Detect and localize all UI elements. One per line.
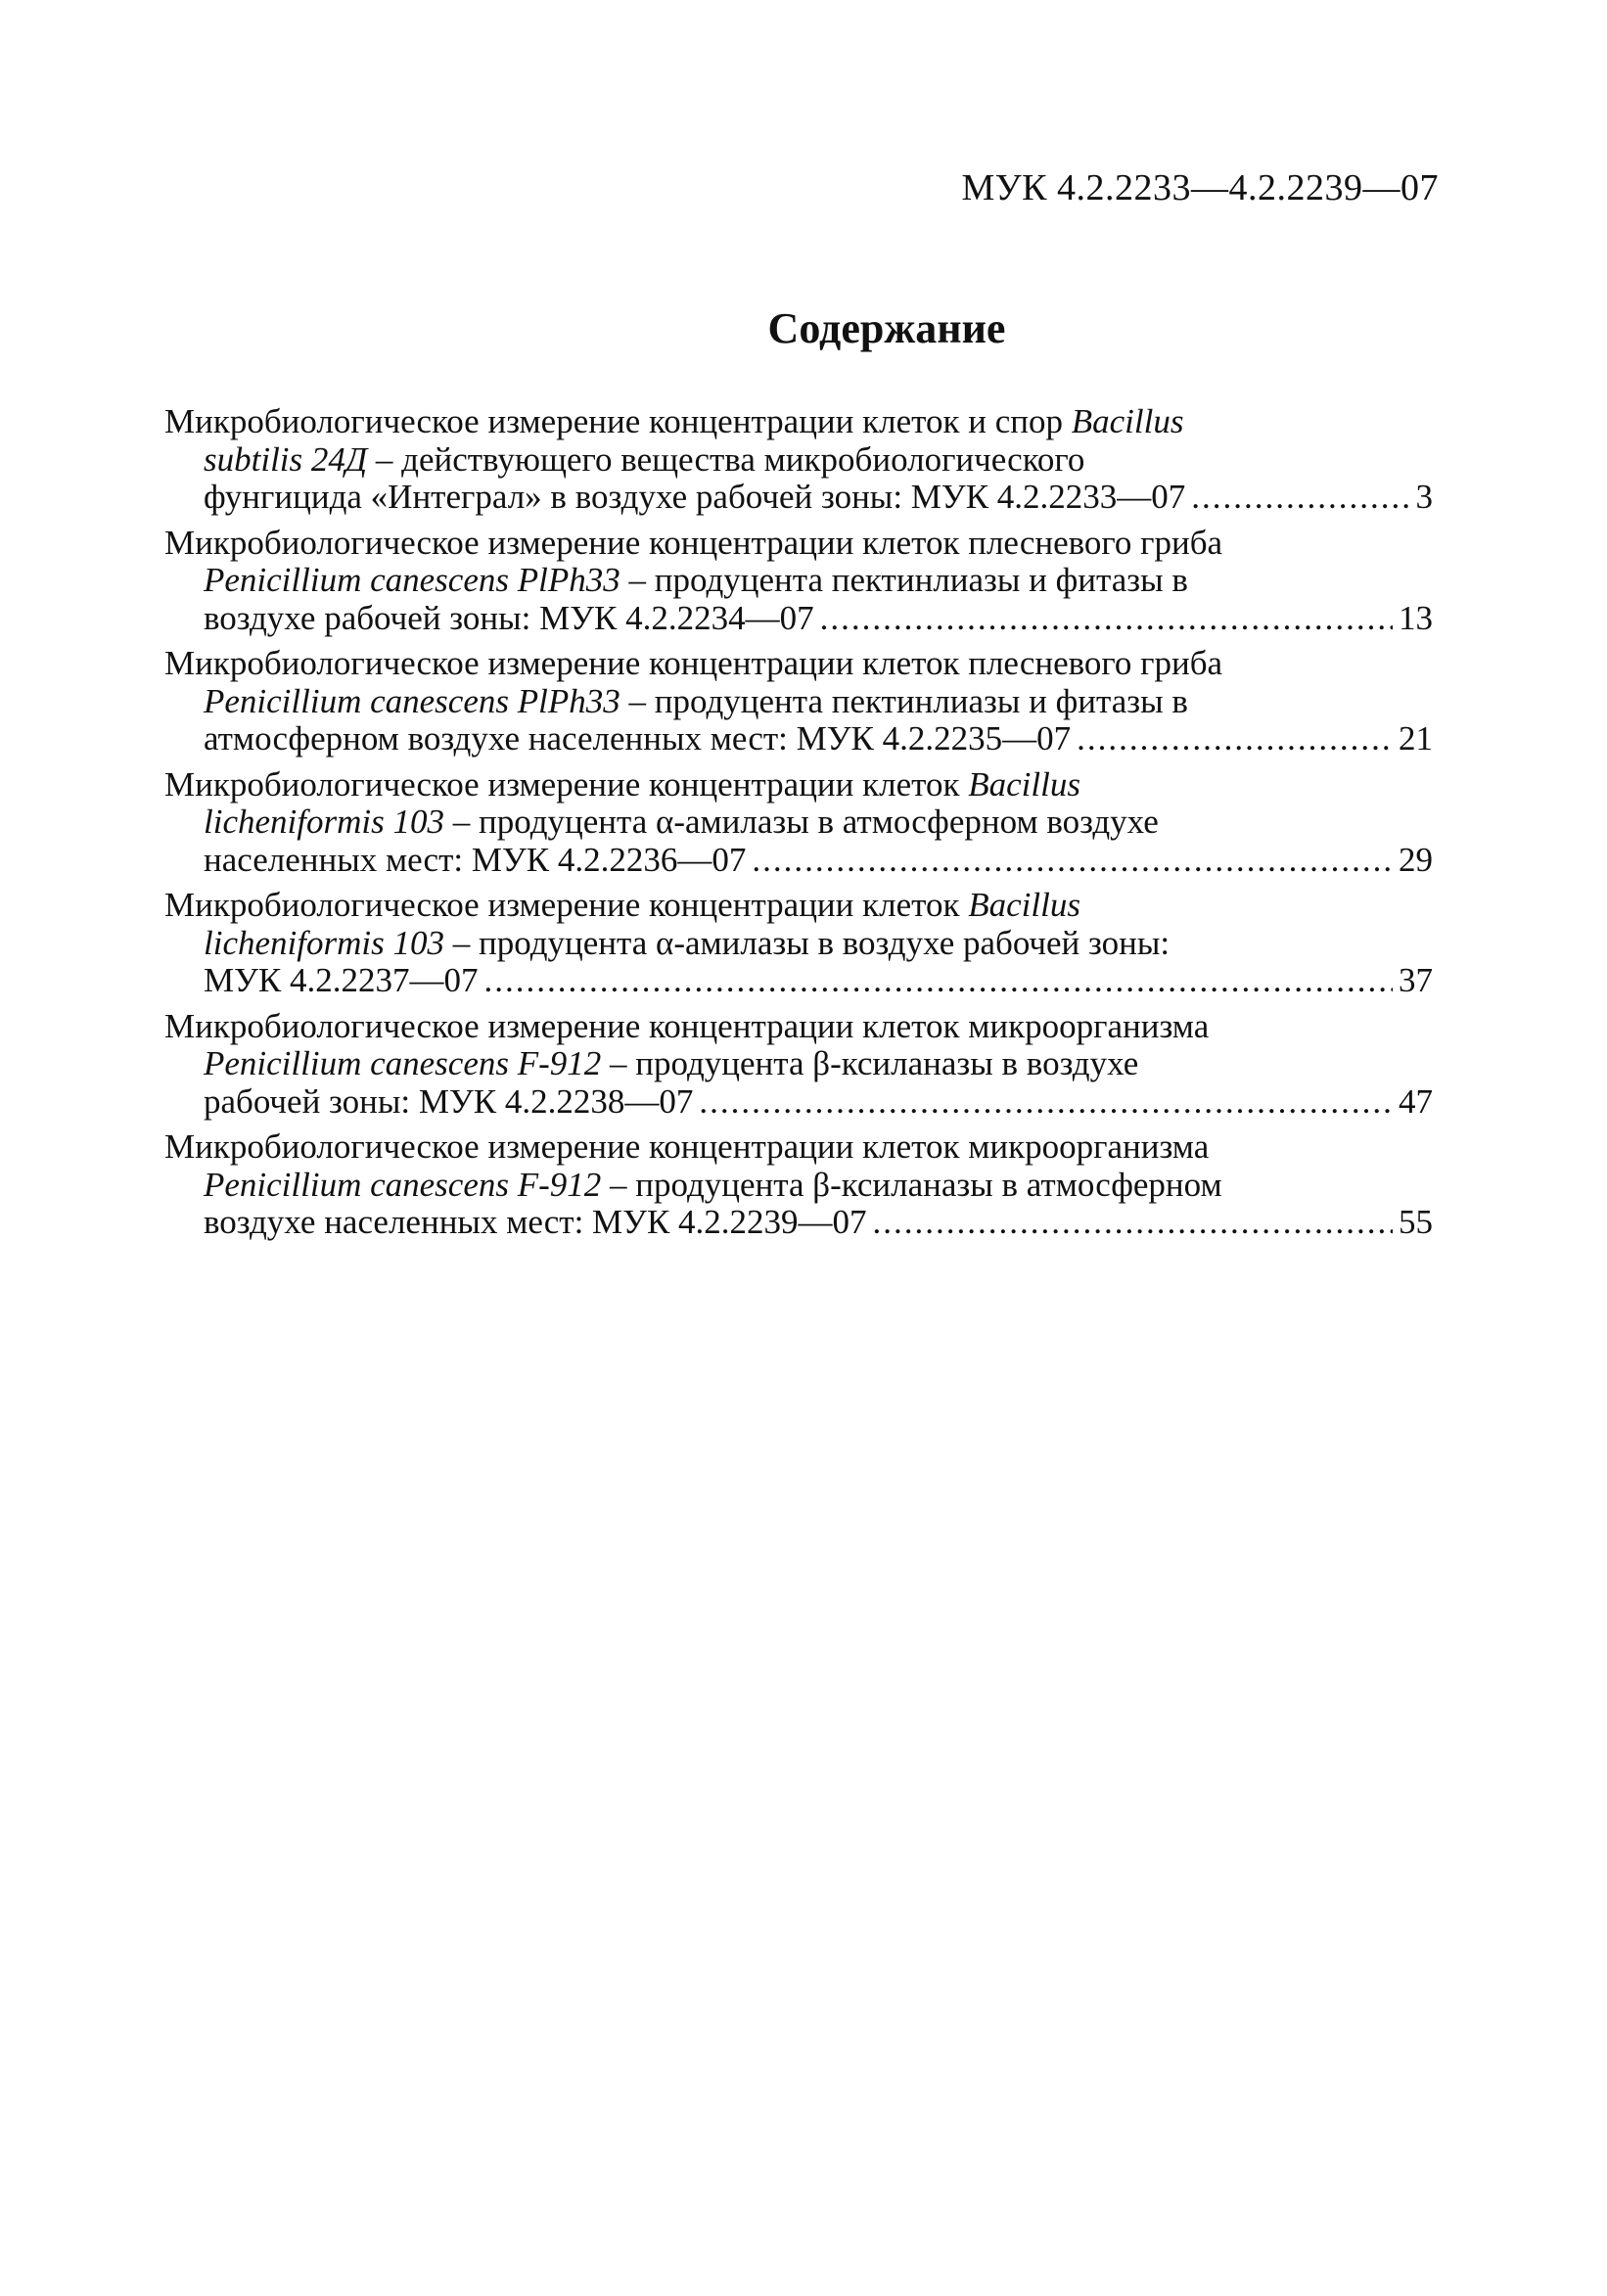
toc-page-number: 47	[1399, 1081, 1433, 1121]
toc-text: рабочей зоны: МУК 4.2.2238—07	[204, 1081, 694, 1121]
page-title: Содержание	[767, 304, 1006, 352]
toc-entry[interactable]	[164, 1128, 1433, 1242]
toc-text: – продуцента пектинлиазы и фитазы в	[620, 561, 1188, 599]
toc-page-number: 29	[1399, 840, 1433, 879]
organism-name: subtilis 24Д	[204, 439, 368, 479]
dot-leader	[484, 962, 1394, 1000]
toc-line-text	[204, 1083, 693, 1122]
toc-line-last	[164, 1083, 1433, 1122]
toc-line	[164, 1008, 1433, 1046]
toc-line-last	[164, 842, 1433, 880]
toc-entry[interactable]	[164, 403, 1433, 517]
toc-text: – продуцента пектинлиазы и фитазы в	[620, 681, 1188, 720]
dot-leader	[752, 842, 1393, 880]
toc-text: Микробиологическое измерение концентрации клеток микроорганизма	[164, 1006, 1210, 1045]
toc-line	[164, 1167, 1433, 1205]
toc-line	[164, 525, 1433, 563]
toc-line-last	[164, 479, 1433, 517]
organism-name: Penicillium canescens F-912	[204, 1165, 602, 1204]
dot-leader	[699, 1083, 1393, 1122]
toc-line-last	[164, 962, 1433, 1000]
toc-text: Микробиологическое измерение концентрации клеток плесневого гриба	[164, 523, 1223, 562]
toc-page-number: 3	[1415, 478, 1433, 516]
toc-line-last	[164, 1204, 1433, 1242]
toc-line	[164, 766, 1433, 804]
toc-entry[interactable]	[164, 887, 1433, 1000]
toc-page-number: 37	[1399, 961, 1433, 999]
toc-line	[164, 925, 1433, 963]
toc-text: – продуцента β-ксиланазы в атмосферном	[601, 1165, 1222, 1204]
toc-page-number: 55	[1399, 1203, 1433, 1241]
toc-line	[164, 645, 1433, 683]
toc-text: Микробиологическое измерение концентрации клеток микроорганизма	[164, 1127, 1210, 1166]
dot-leader	[1191, 479, 1409, 517]
toc-text: населенных мест: МУК 4.2.2236—07	[204, 840, 747, 879]
toc-line-text	[204, 962, 479, 1000]
organism-name: Penicillium canescens PlPh33	[204, 681, 620, 720]
toc-line	[164, 683, 1433, 721]
toc-text: – продуцента α-амилазы в воздухе рабочей зоны:	[443, 923, 1171, 962]
toc-text: фунгицида «Интеграл» в воздухе рабочей зоны: МУК 4.2.2233—07	[204, 478, 1186, 516]
toc-text: – продуцента β-ксиланазы в воздухе	[601, 1044, 1139, 1082]
toc-text: воздухе населенных мест: МУК 4.2.2239—07	[204, 1203, 867, 1241]
dot-leader	[1077, 720, 1393, 758]
organism-name: licheniformis 103	[204, 923, 444, 962]
toc-page-number: 13	[1399, 598, 1433, 637]
dot-leader	[820, 600, 1393, 638]
toc-entry[interactable]	[164, 645, 1433, 758]
toc-line-last	[164, 600, 1433, 638]
toc-line-text	[204, 1204, 867, 1242]
toc-text: воздухе рабочей зоны: МУК 4.2.2234—07	[204, 598, 814, 637]
toc-line	[164, 562, 1433, 600]
toc-page-number: 21	[1399, 719, 1433, 758]
toc-entry[interactable]	[164, 766, 1433, 880]
toc-line	[164, 804, 1433, 842]
toc-line	[164, 403, 1433, 441]
toc-text: Микробиологическое измерение концентрации клеток и спор	[164, 402, 1072, 440]
toc-line-text	[204, 720, 1071, 758]
toc-line-text	[204, 479, 1185, 517]
organism-name: Penicillium canescens F-912	[204, 1044, 602, 1082]
dot-leader	[873, 1204, 1393, 1242]
organism-name: licheniformis 103	[204, 803, 444, 841]
toc-text: – действующего вещества микробиологического	[367, 439, 1085, 479]
organism-name: Bacillus	[968, 764, 1080, 804]
toc-line	[164, 1128, 1433, 1167]
table-of-contents	[164, 403, 1433, 1250]
organism-name: Bacillus	[1071, 402, 1184, 440]
organism-name: Penicillium canescens PlPh33	[204, 561, 620, 599]
toc-line	[164, 441, 1433, 480]
toc-line-text	[204, 600, 814, 638]
toc-text: – продуцента α-амилазы в атмосферном воздухе	[443, 803, 1159, 841]
toc-text: Микробиологическое измерение концентрации клеток	[164, 764, 969, 804]
toc-entry[interactable]	[164, 1008, 1433, 1122]
toc-text: Микробиологическое измерение концентрации клеток плесневого гриба	[164, 644, 1223, 682]
toc-line-last	[164, 720, 1433, 758]
toc-line	[164, 887, 1433, 925]
toc-line	[164, 1045, 1433, 1083]
organism-name: Bacillus	[968, 886, 1080, 924]
toc-entry[interactable]	[164, 525, 1433, 638]
toc-text: атмосферном воздухе населенных мест: МУК 4.2.2235—07	[204, 719, 1072, 758]
toc-text: Микробиологическое измерение концентрации клеток	[164, 886, 969, 924]
toc-line-text	[204, 842, 746, 880]
toc-text: МУК 4.2.2237—07	[204, 961, 479, 999]
document-code: МУК 4.2.2233—4.2.2239—07	[961, 167, 1439, 208]
